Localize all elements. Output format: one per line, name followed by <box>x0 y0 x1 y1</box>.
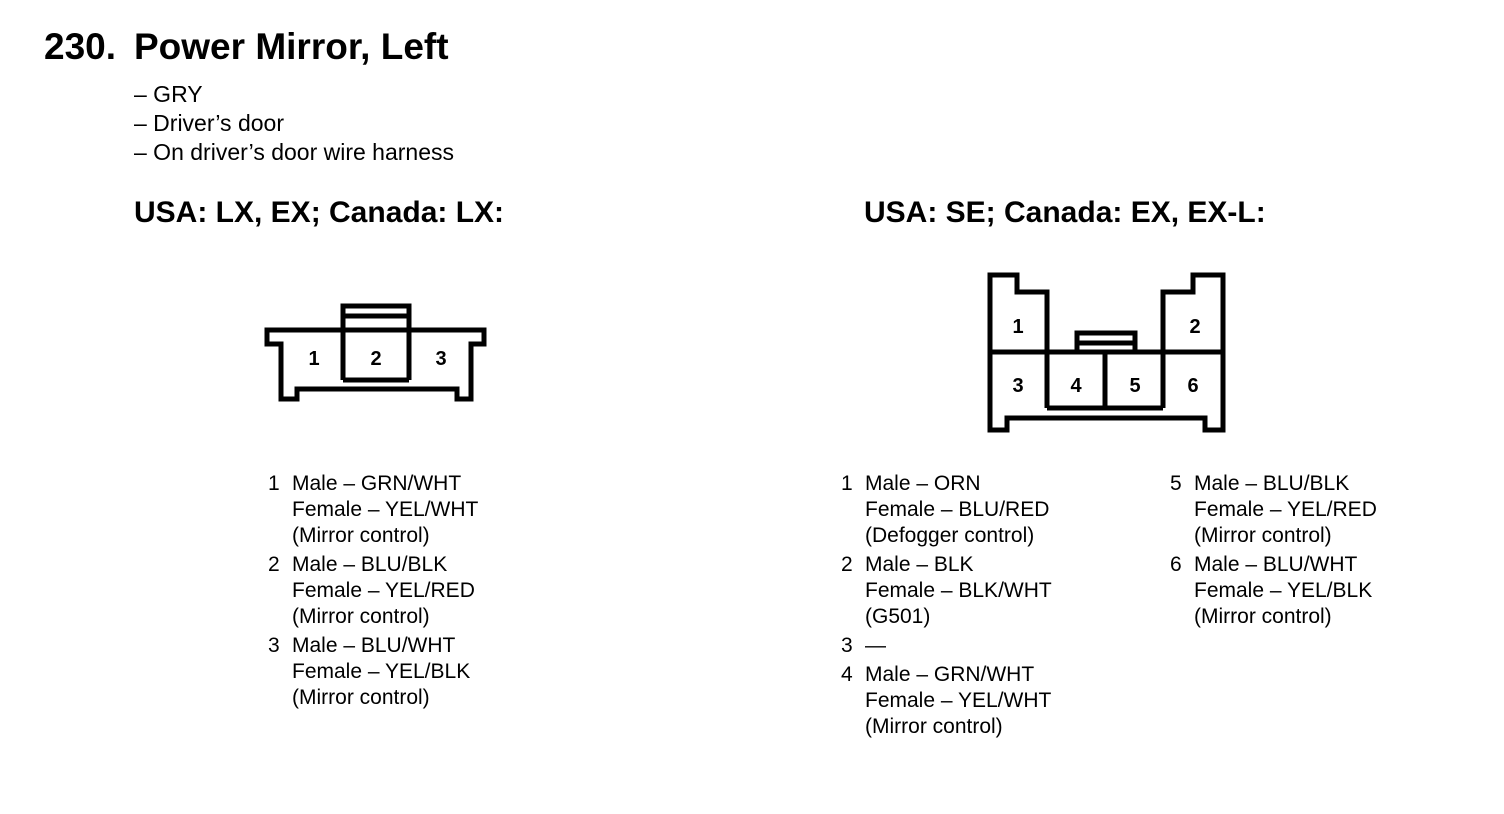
pin-number: 4 <box>841 663 853 686</box>
left-pin-label-1: 1 <box>308 348 320 370</box>
right-pin-label-5: 5 <box>1129 375 1141 397</box>
female-wire: Female – BLU/RED <box>865 498 1050 521</box>
male-wire: Male – ORN <box>865 472 981 495</box>
list-item <box>841 662 1052 740</box>
right-pin-label-6: 6 <box>1187 375 1199 397</box>
male-wire: Male – BLU/BLK <box>292 553 448 576</box>
left-connector-diagram <box>262 302 492 402</box>
right-pin-list-col1 <box>841 471 1052 743</box>
left-pin-list <box>268 471 478 714</box>
list-item <box>841 552 1052 630</box>
pin-function: (Mirror control) <box>292 524 430 547</box>
male-wire: Male – BLU/WHT <box>292 634 456 657</box>
pin-number: 1 <box>268 472 280 495</box>
pin-function: (G501) <box>865 605 931 628</box>
right-pin-label-3: 3 <box>1012 375 1024 397</box>
left-section-heading: USA: LX, EX; Canada: LX: <box>134 196 505 229</box>
pin-function: (Mirror control) <box>865 715 1003 738</box>
right-connector-diagram <box>985 270 1230 435</box>
pin-function: (Mirror control) <box>292 605 430 628</box>
list-item <box>1170 471 1377 549</box>
right-pin-list-col2 <box>1170 471 1377 633</box>
item-number: 230. <box>44 26 117 67</box>
male-wire: Male – GRN/WHT <box>292 472 462 495</box>
right-pin-label-1: 1 <box>1012 316 1024 338</box>
unused-pin-dash: — <box>865 634 886 657</box>
pin-number: 1 <box>841 472 853 495</box>
list-item <box>268 552 478 630</box>
male-wire: Male – BLU/BLK <box>1194 472 1350 495</box>
pin-function: (Mirror control) <box>292 686 430 709</box>
detail-location: – Driver’s door <box>134 110 284 136</box>
pin-number: 5 <box>1170 472 1182 495</box>
left-pin-label-2: 2 <box>370 348 382 370</box>
female-wire: Female – YEL/WHT <box>292 498 479 521</box>
male-wire: Male – BLU/WHT <box>1194 553 1358 576</box>
list-item <box>1170 552 1377 630</box>
left-pin-label-3: 3 <box>435 348 447 370</box>
page-title: Power Mirror, Left <box>134 26 449 67</box>
list-item <box>841 633 1052 659</box>
male-wire: Male – GRN/WHT <box>865 663 1035 686</box>
right-section-heading: USA: SE; Canada: EX, EX-L: <box>864 196 1266 229</box>
pin-function: (Defogger control) <box>865 524 1035 547</box>
right-pin-label-2: 2 <box>1189 316 1201 338</box>
male-wire: Male – BLK <box>865 553 974 576</box>
right-pin-label-4: 4 <box>1070 375 1082 397</box>
detail-harness: – On driver’s door wire harness <box>134 139 455 165</box>
female-wire: Female – YEL/WHT <box>865 689 1052 712</box>
pin-number: 2 <box>841 553 853 576</box>
pin-number: 2 <box>268 553 280 576</box>
pin-number: 6 <box>1170 553 1182 576</box>
list-item <box>268 633 478 711</box>
female-wire: Female – BLK/WHT <box>865 579 1052 602</box>
pin-function: (Mirror control) <box>1194 524 1332 547</box>
pin-number: 3 <box>268 634 280 657</box>
pin-function: (Mirror control) <box>1194 605 1332 628</box>
connector-details <box>134 80 454 167</box>
pin-number: 3 <box>841 634 853 657</box>
female-wire: Female – YEL/RED <box>1194 498 1377 521</box>
list-item <box>841 471 1052 549</box>
female-wire: Female – YEL/BLK <box>292 660 471 683</box>
female-wire: Female – YEL/RED <box>292 579 475 602</box>
female-wire: Female – YEL/BLK <box>1194 579 1373 602</box>
list-item <box>268 471 478 549</box>
detail-color: – GRY <box>134 81 203 107</box>
